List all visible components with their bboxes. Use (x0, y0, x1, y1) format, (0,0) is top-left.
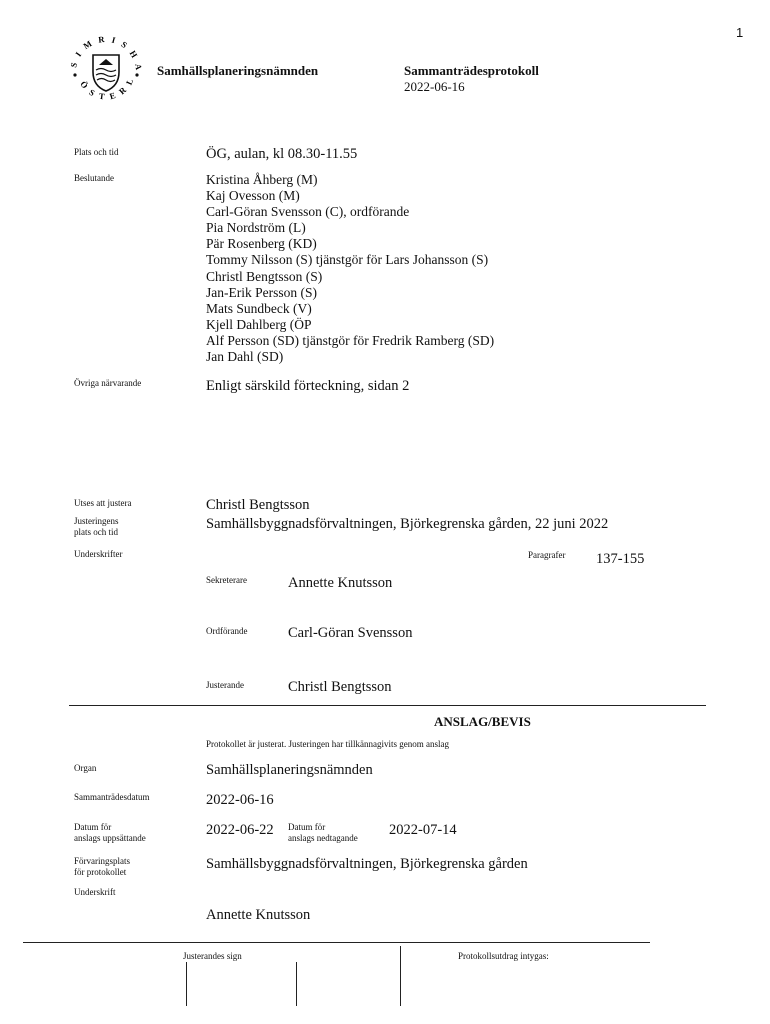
municipality-logo (66, 30, 146, 110)
place-value: ÖG, aulan, kl 08.30-11.55 (206, 146, 358, 162)
member-item: Kristina Åhberg (M) (206, 172, 318, 187)
member-item: Tommy Nilsson (S) tjänstgör för Lars Johansson (S) (206, 252, 489, 268)
member-item: Pia Nordström (L) (206, 220, 306, 236)
removed-date-label: Datum för anslags nedtagande (288, 822, 358, 843)
others-present-label: Övriga närvarande (74, 378, 142, 388)
member-item: Christl Bengtsson (S) (206, 268, 323, 284)
member-item: Carl-Göran Svensson (C), ordförande (206, 204, 410, 220)
storage-label: Förvaringsplats för protokollet (74, 856, 130, 877)
adjuster-chosen-label: Utses att justera (74, 498, 132, 508)
footer-divider (23, 942, 650, 943)
svg-text:Ö S T E R L E N: Ö S T E R L (78, 75, 136, 102)
decision-makers-label: Beslutande (74, 173, 114, 183)
organ-label: Organ (74, 763, 97, 773)
place-label: Plats och tid (74, 147, 119, 157)
adjustment-place-value: Samhällsbyggnadsförvaltningen, Björkegrenska gården, 22 juni 2022 (206, 516, 609, 532)
adjuster-label: Justerande (206, 680, 244, 690)
signature-label: Underskrift (74, 887, 116, 897)
adjuster-chosen-value: Christl Bengtsson (206, 497, 310, 513)
adjustment-place-label: Justeringens plats och tid (74, 516, 119, 537)
member-item: Jan Dahl (SD) (206, 349, 284, 365)
storage-value: Samhällsbyggnadsförvaltningen, Björkegrenska gården (206, 856, 528, 872)
posted-date-value: 2022-06-22 (206, 822, 274, 838)
committee-title: Samhällsplaneringsnämnden (157, 63, 319, 78)
document-type: Sammanträdesprotokoll (404, 63, 539, 78)
member-item: Mats Sundbeck (V) (206, 300, 312, 316)
sign-box-mid-line (296, 962, 297, 1006)
header-date: 2022-06-16 (404, 79, 465, 94)
member-item: Alf Persson (SD) tjänstgör för Fredrik Ramberg (SD) (206, 332, 495, 348)
coat-of-arms-icon (66, 30, 146, 110)
chair-name: Carl-Göran Svensson (288, 625, 413, 641)
notice-note: Protokollet är justerat. Justeringen har tillkännagivits genom anslag (206, 739, 449, 749)
chair-label: Ordförande (206, 626, 248, 636)
member-item: Jan-Erik Persson (S) (206, 284, 317, 300)
sign-box-left-line (186, 962, 187, 1006)
svg-text:S I M R I S H A M N: S I M R I S H A (68, 33, 145, 73)
organ-value: Samhällsplaneringsnämnden (206, 762, 373, 778)
others-present-value: Enligt särskild förteckning, sidan 2 (206, 378, 410, 394)
notice-title: ANSLAG/BEVIS (434, 714, 531, 729)
signatures-label: Underskrifter (74, 549, 123, 559)
adjuster-sign-label: Justerandes sign (183, 951, 242, 961)
member-item: Kjell Dahlberg (ÖP (206, 316, 312, 332)
removed-date-value: 2022-07-14 (389, 822, 457, 838)
sign-box-right-line (400, 946, 401, 1006)
certified-label: Protokollsutdrag intygas: (458, 951, 549, 961)
secretary-name: Annette Knutsson (288, 575, 393, 591)
meeting-date-label: Sammanträdesdatum (74, 792, 150, 802)
section-divider (69, 705, 706, 706)
signature-name: Annette Knutsson (206, 907, 311, 923)
paragraphs-label: Paragrafer (528, 550, 566, 560)
decision-makers-list (206, 172, 494, 365)
paragraphs-value: 137-155 (596, 551, 645, 567)
adjuster-name: Christl Bengtsson (288, 679, 392, 695)
meeting-date-value: 2022-06-16 (206, 792, 274, 808)
member-item: Pär Rosenberg (KD) (206, 236, 317, 252)
page-number: 1 (736, 25, 744, 40)
posted-date-label: Datum för anslags uppsättande (74, 822, 146, 843)
member-item: Kaj Ovesson (M) (206, 188, 300, 204)
secretary-label: Sekreterare (206, 575, 247, 585)
